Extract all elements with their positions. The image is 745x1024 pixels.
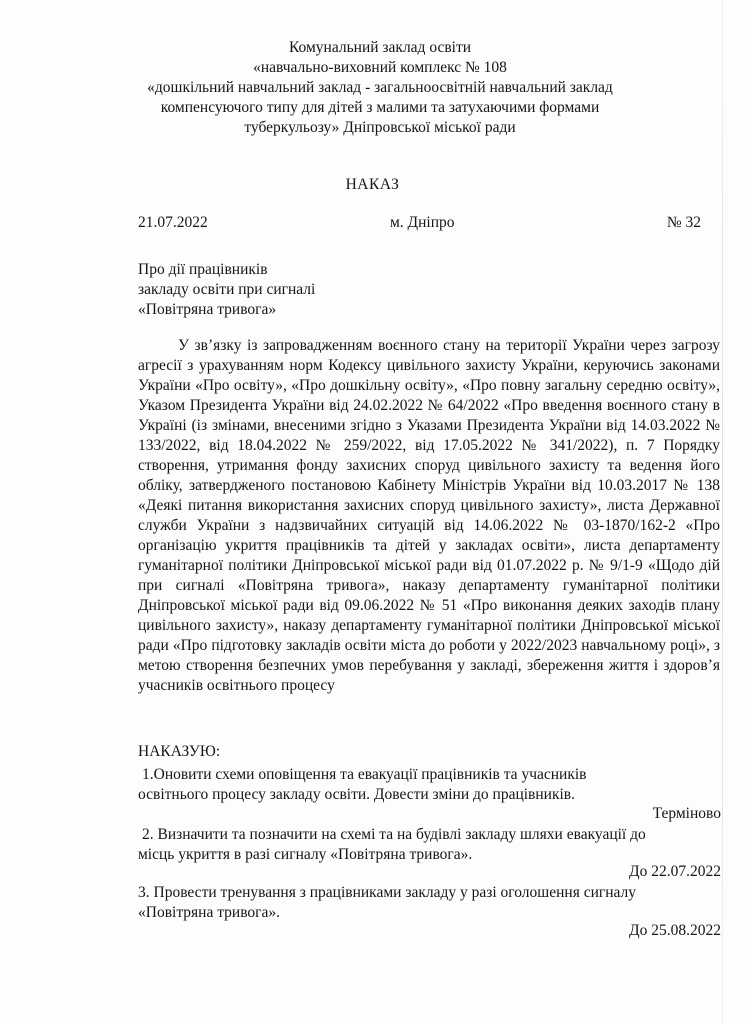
subject-line: Про дії працівників	[138, 261, 268, 278]
item-line: 1.Оновити схеми оповіщення та евакуації працівників та учасників	[142, 766, 587, 783]
header-line: «навчально-виховний комплекс № 108	[253, 59, 507, 76]
header-line: «дошкільний навчальний заклад - загальноосвітній навчальний заклад	[147, 79, 613, 96]
order-city: м. Дніпро	[390, 214, 455, 231]
order-heading: НАКАЗУЮ:	[138, 743, 221, 760]
order-item-2	[138, 825, 732, 865]
order-number: № 32	[666, 214, 701, 231]
item-1-deadline: Терміново	[652, 805, 721, 822]
institution-header	[120, 38, 640, 138]
subject-line: «Повітряна тривога»	[138, 301, 277, 318]
document-title: НАКАЗ	[345, 176, 400, 193]
subject-line: закладу освіти при сигналі	[138, 281, 316, 298]
preamble-paragraph: У зв’язку із запровадженням воєнного стану на території України через загрозу агресії з урахуванням норм Кодексу цивільного захисту України, керуючись законами України «Про освіту», «Про дошкільну освіту», «Про повну загальну середню освіту», Указом Президента України від 24.02.2022 № 64/2022 «Про введення воєнного стану в Україні (із змінами, внесеними згідно з Указами Президента України від 14.03.2022 № 133/2022, від 18.04.2022 № 259/2022, від 17.05.2022 № 341/2022), п. 7 Порядку створення, утримання фонду захисних споруд цивільного захисту та ведення його обліку, затвердженого постановою Кабінету Міністрів України від 10.03.2017 № 138 «Деякі питання використання захисних споруд цивільного захисту», листа Державної служби України з надзвичайних ситуацій від 14.06.2022 № 03-1870/162-2 «Про організацію укриття працівників та дітей у закладах освіти», листа департаменту гуманітарної політики Дніпровської міської ради від 01.07.2022 р. № 9/1-9 «Щодо дій при сигналі «Повітряна тривога», наказу департаменту гуманітарної політики Дніпровської міської ради від 09.06.2022 № 51 «Про виконання деяких заходів плану цивільного захисту», наказу департаменту гуманітарної політики Дніпровської міської ради «Про підготовку закладів освіти міста до роботи у 2022/2023 навчальному році», з метою створення безпечних умов перебування у закладі, збереження життя і здоров’я учасників освітнього процесу	[138, 337, 720, 694]
item-3-deadline: До 25.08.2022	[629, 922, 721, 939]
item-2-deadline: До 22.07.2022	[629, 863, 721, 880]
item-line: освітнього процесу закладу освіти. Довести зміни до працівників.	[138, 786, 575, 803]
header-line: Комунальний заклад освіти	[288, 39, 472, 56]
item-line: 3. Провести тренування з працівниками закладу у разі оголошення сигналу	[138, 884, 637, 901]
order-subject	[138, 260, 315, 320]
item-line: місць укриття в разі сигналу «Повітряна тривога».	[138, 846, 473, 863]
order-item-1	[138, 765, 732, 805]
order-item-3	[138, 883, 728, 923]
item-line: 2. Визначити та позначити на схемі та на будівлі закладу шляхи евакуації до	[142, 826, 646, 843]
page-edge	[722, 0, 723, 1024]
order-date: 21.07.2022	[138, 214, 208, 231]
header-line: компенсуючого типу для дітей з малими та затухаючими формами	[160, 99, 600, 116]
item-line: «Повітряна тривога».	[138, 904, 281, 921]
header-line: туберкульозу» Дніпровської міської ради	[244, 119, 516, 136]
